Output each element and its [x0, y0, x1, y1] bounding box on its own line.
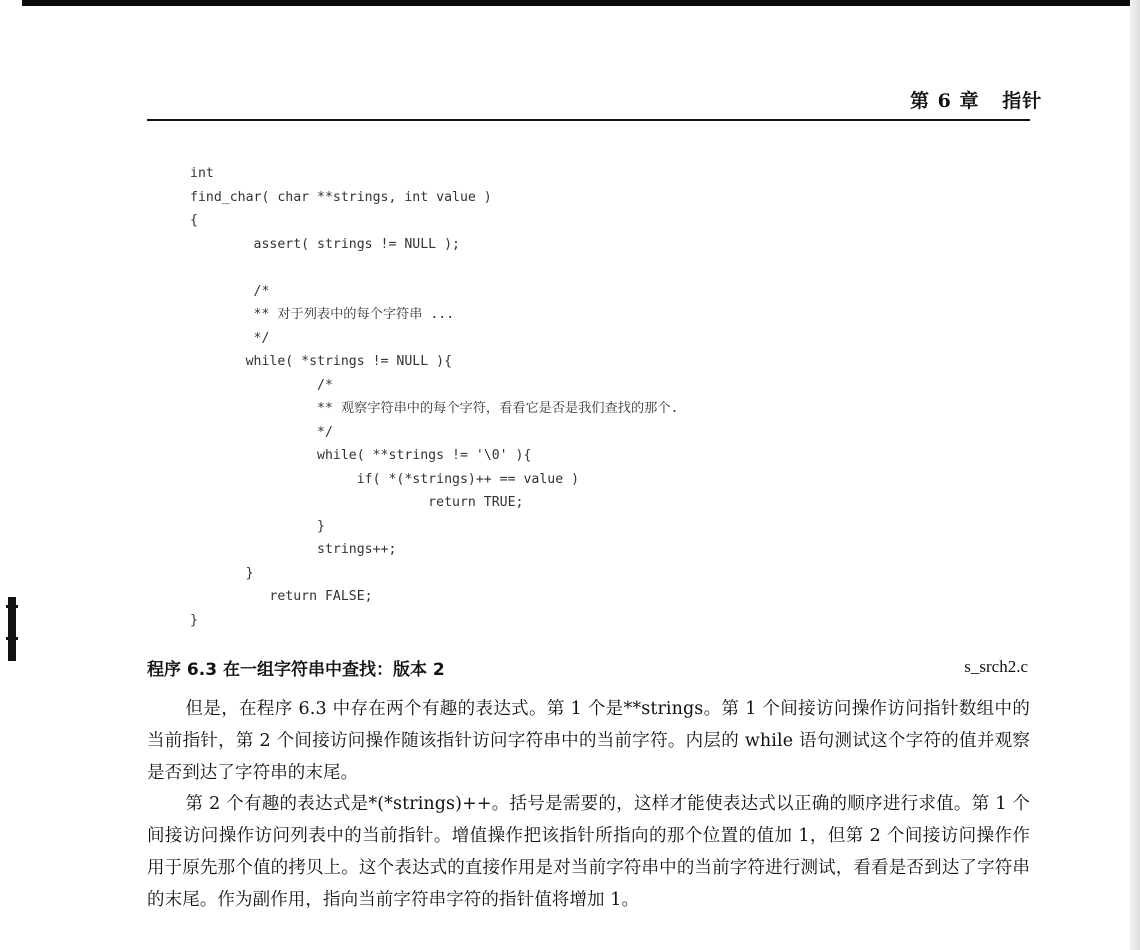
body-text: [147, 694, 1030, 917]
code-line: assert( strings != NULL );: [190, 236, 460, 252]
scan-top-border: [22, 0, 1140, 6]
code-line: ** 对于列表中的每个字符串 ...: [190, 307, 455, 322]
binding-mark: [8, 597, 16, 661]
code-line: if( *(*strings)++ == value ): [190, 471, 580, 487]
code-line: while( *strings != NULL ){: [190, 354, 453, 369]
code-line: }: [190, 612, 198, 628]
code-line: /*: [190, 283, 270, 299]
code-line: /*: [190, 377, 333, 393]
code-line: return FALSE;: [190, 589, 373, 604]
code-line: */: [190, 330, 270, 346]
running-header: 第 6 章 指针: [910, 90, 1043, 112]
program-filename: s_srch2.c: [964, 657, 1028, 676]
scan-right-edge: [1130, 0, 1140, 950]
code-line: {: [190, 213, 198, 228]
code-line: return TRUE;: [190, 495, 524, 510]
paragraph-1: 但是，在程序 6.3 中存在两个有趣的表达式。第 1 个是**strings。第 1 个间接访问操作访问指针数组中的当前指针，第 2 个间接访问操作随该指针访问字符串中的当前字符。内层的 while 语句测试这个字符的值并观察是否到达了字符串的末尾。: [147, 699, 1030, 783]
header-rule: [147, 119, 1030, 121]
program-caption: 程序 6.3 在一组字符串中查找：版本 2: [147, 660, 445, 680]
code-line: find_char( char **strings, int value ): [190, 189, 492, 205]
code-line: [190, 256, 678, 280]
code-line: int: [190, 166, 214, 181]
paragraph-2: 第 2 个有趣的表达式是*(*strings)++。括号是需要的，这样才能使表达式以正确的顺序进行求值。第 1 个间接访问操作访问列表中的当前指针。增值操作把该指针所指向的那个位置的值加 1，但第 2 个间接访问操作作用于原先那个值的拷贝上。这个表达式的直接作用是对当前字符串中的当前字符进行测试，看看是否到达了字符串的末尾。作为副作用，指向当前字符串字符的指针值将增加 1。: [147, 794, 1030, 910]
code-line: strings++;: [190, 542, 397, 557]
code-line: while( **strings != '\0' ){: [190, 448, 532, 463]
code-line: ** 观察字符串中的每个字符，看看它是否是我们查找的那个.: [190, 401, 679, 416]
code-listing: [190, 162, 678, 632]
code-line: }: [190, 518, 325, 534]
code-line: }: [190, 565, 254, 581]
code-line: */: [190, 424, 333, 440]
